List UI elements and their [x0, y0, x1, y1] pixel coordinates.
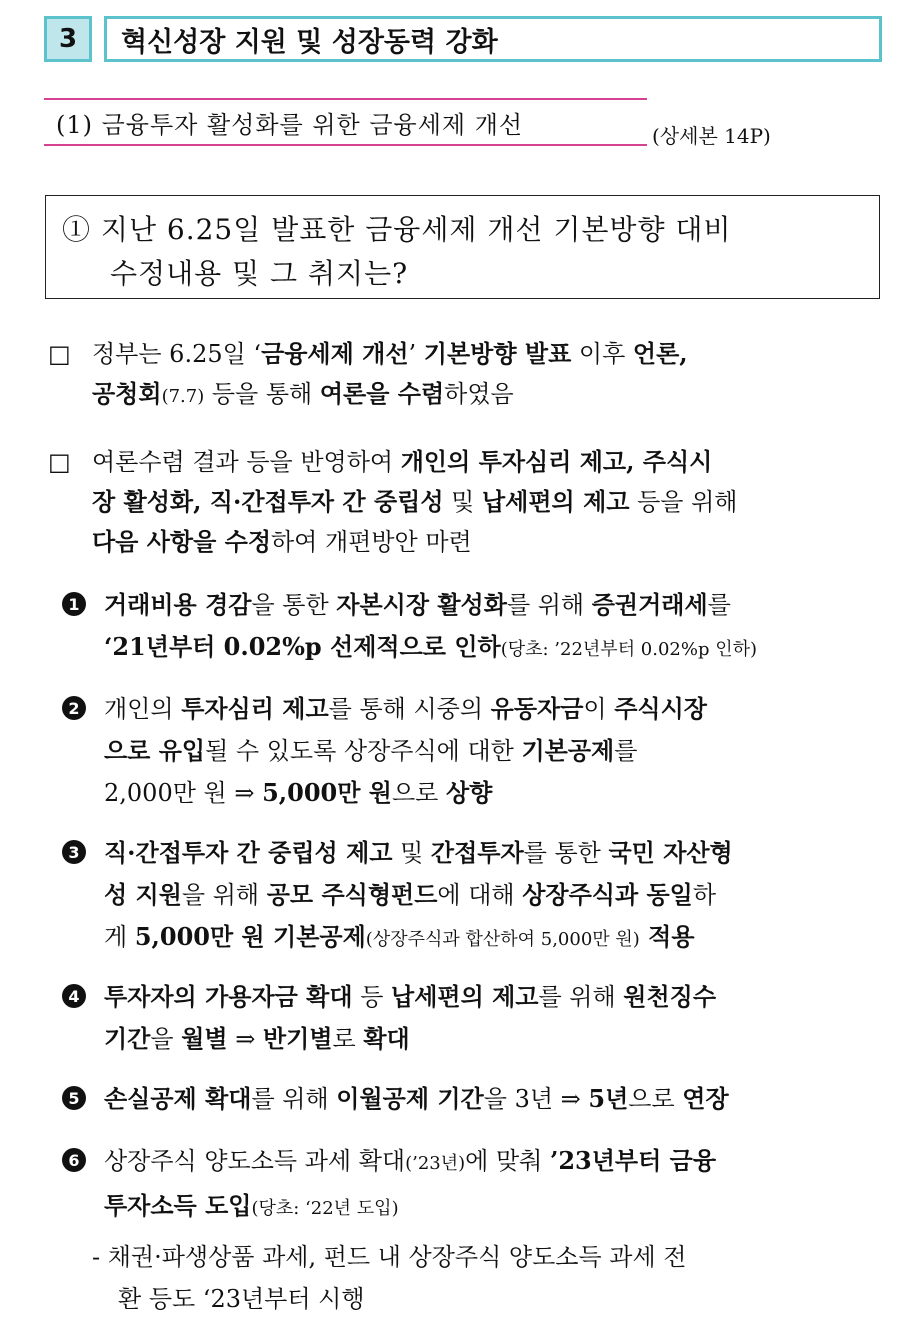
item-marker-3: 3: [62, 840, 98, 876]
item-marker-5: 5: [62, 1086, 98, 1122]
item-marker-2: 2: [62, 696, 98, 732]
item-3: 직·간접투자 간 중립성 제고 및 간접투자를 통한 국민 자산형 성 지원을 위해 공모 주식형펀드에 대해 상장주식과 동일하 게 5,000만 원 기본공제(상장주식과 합산하여 5,000만 원) 적용: [104, 838, 733, 951]
p1-text-2: 공청회(7.7) 등을 통해 여론을 수렴하였음: [92, 379, 514, 408]
sub-item-line-1: - 채권·파생상품 과세, 펀드 내 상장주식 양도소득 과세 전: [92, 1243, 687, 1271]
item-marker-6: 6: [62, 1148, 98, 1184]
item-marker-1: 1: [62, 592, 98, 628]
section-number: 3: [44, 16, 92, 62]
question-line-2: 수정내용 및 그 취지는?: [110, 257, 409, 290]
p2-text-3: 다음 사항을 수정하여 개편방안 마련: [92, 527, 472, 556]
p2-text: 여론수렴 결과 등을 반영하여 개인의 투자심리 제고, 주식시: [92, 447, 713, 476]
subsection-reference: (상세본 14P): [652, 124, 771, 148]
sub-item-line-2: 환 등도 ‘23년부터 시행: [118, 1285, 365, 1313]
p2-text-2: 장 활성화, 직·간접투자 간 중립성 및 납세편의 제고 등을 위해: [92, 487, 738, 516]
question-line-1: ① 지난 6.25일 발표한 금융세제 개선 기본방향 대비: [62, 213, 732, 246]
question-box: [45, 195, 880, 299]
item-1: 거래비용 경감을 통한 자본시장 활성화를 위해 증권거래세를 ‘21년부터 0.02%p 선제적으로 인하(당초: ’22년부터 0.02%p 인하): [104, 590, 758, 661]
bullet-square: □: [48, 340, 71, 368]
p1-text: 정부는 6.25일 ‘금융세제 개선’ 기본방향 발표 이후 언론,: [92, 339, 688, 368]
paragraph-1: [48, 334, 876, 417]
item-4: 투자자의 가용자금 확대 등 납세편의 제고를 위해 원천징수 기간을 월별 ⇒ 반기별로 확대: [104, 982, 717, 1053]
subsection-title: (1) 금융투자 활성화를 위한 금융세제 개선: [44, 98, 647, 146]
sub-item: [92, 1236, 878, 1320]
item-5: 손실공제 확대를 위해 이월공제 기간을 3년 ⇒ 5년으로 연장: [104, 1084, 729, 1113]
item-marker-4: 4: [62, 984, 98, 1020]
bullet-square: □: [48, 448, 71, 476]
item-6: 상장주식 양도소득 과세 확대(’23년)에 맞춰 ’23년부터 금융 투자소득 도입(당초: ‘22년 도입): [104, 1146, 717, 1220]
section-title: 혁신성장 지원 및 성장동력 강화: [104, 16, 882, 62]
paragraph-2: [48, 442, 876, 562]
item-2: 개인의 투자심리 제고를 통해 시중의 유동자금이 주식시장 으로 유입될 수 있도록 상장주식에 대한 기본공제를 2,000만 원 ⇒ 5,000만 원으로 상향: [104, 694, 707, 807]
